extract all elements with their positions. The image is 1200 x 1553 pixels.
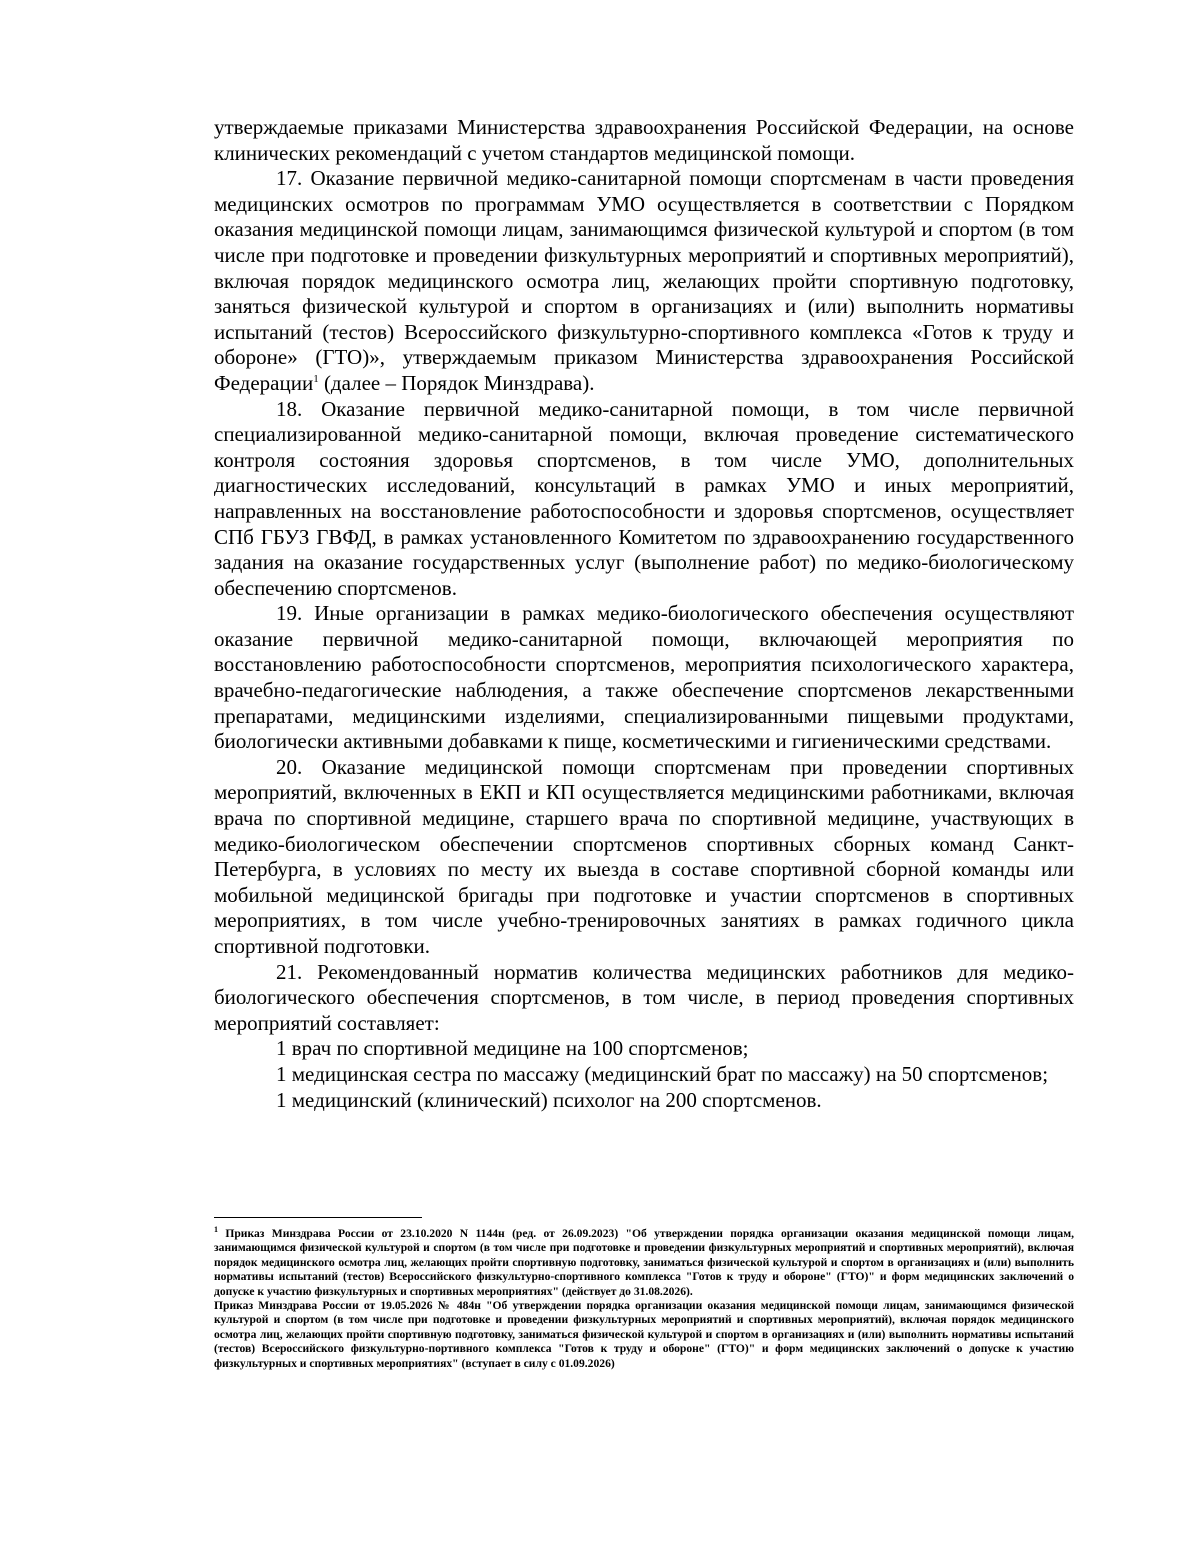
paragraph-19: 19. Иные организации в рамках медико-биологического обеспечения осуществляют оказание первичной медико-санитарной помощи, включающей мероприятия по восстановлению работоспособности спортсменов, мероприятия психологического характера, врачебно-педагогические наблюдения, а также обеспечение спортсменов лекарственными препаратами, медицинскими изделиями, специализированными пищевыми продуктами, биологически активными добавками к пище, косметическими и гигиеническими средствами. [214, 601, 1074, 754]
footnote-separator [214, 1217, 422, 1218]
paragraph-18: 18. Оказание первичной медико-санитарной помощи, в том числе первичной специализированной медико-санитарной помощи, включая проведение систематического контроля состояния здоровья спортсменов, в том числе УМО, дополнительных диагностических исследований, консультаций в рамках УМО и иных мероприятий, направленных на восстановление работоспособности и здоровья спортсменов, осуществляет СПб ГБУЗ ГВФД, в рамках установленного Комитетом по здравоохранению государственного задания на оказание государственных услуг (выполнение работ) по медико-биологическому обеспечению спортсменов. [214, 396, 1074, 600]
staffing-norm-item: 1 медицинский (клинический) психолог на 200 спортсменов. [276, 1087, 822, 1112]
paragraph-17: 17. Оказание первичной медико-санитарной помощи спортсменам в части проведения медицинских осмотров по программам УМО осуществляется в соответствии с Порядком оказания медицинской помощи лицам, занимающимся физической культурой и спортом (в том числе при подготовке и проведении физкультурных мероприятий и спортивных мероприятий), включая порядок медицинского осмотра лиц, желающих пройти спортивную подготовку, заняться физической культурой и спортом в организациях и (или) выполнить нормативы испытаний (тестов) Всероссийского физкультурно-спортивного комплекса «Готов к труду и обороне» (ГТО)», утверждаемым приказом Министерства здравоохранения Российской Федерации$^1$ (далее – Порядок Минздрава). [214, 166, 1074, 395]
staffing-norm-item: 1 врач по спортивной медицине на 100 спортсменов; [276, 1036, 749, 1061]
paragraph-21: 21. Рекомендованный норматив количества медицинских работников для медико-биологического обеспечения спортсменов, в том числе, в период проведения спортивных мероприятий составляет: [214, 959, 1074, 1035]
paragraph-20: 20. Оказание медицинской помощи спортсменам при проведении спортивных мероприятий, включенных в ЕКП и КП осуществляется медицинскими работниками, включая врача по спортивной медицине, старшего врача по спортивной медицине, участвующих в медико-биологическом обеспечении спортсменов спортивных сборных команд Санкт-Петербурга, в условиях по месту их выезда в составе спортивной сборной команды или мобильной медицинской бригады при подготовке и участии спортсменов в спортивных мероприятиях, в том числе учебно-тренировочных занятиях в рамках годичного цикла спортивной подготовки. [214, 754, 1074, 958]
footnote-1-continued: Приказ Минздрава России от 19.05.2026 № 484н "Об утверждении порядка организации оказания медицинской помощи лицам, занимающимся физической культурой и спортом (в том числе при подготовке и проведении физкультурных мероприятий и спортивных мероприятий), включая порядок медицинского осмотра лиц, желающих пройти спортивную подготовку, заниматься физической культурой и спортом в организациях и (или) выполнить нормативы испытаний (тестов) Всероссийского физкультурно-портивного комплекса "Готов к труду и обороне" (ГТО)" и форм медицинских заключений о допуске к участию физкультурных и спортивных мероприятиях" (вступает в силу с 01.09.2026) [214, 1299, 1074, 1370]
footnote-1: $^1$ Приказ Минздрава России от 23.10.2020 N 1144н (ред. от 26.09.2023) "Об утверждении порядка организации оказания медицинской помощи лицам, занимающимся физической культурой и спортом (в том числе при подготовке и проведении физкультурных мероприятий и спортивных мероприятий), включая порядок медицинского осмотра лиц, желающих пройти спортивную подготовку, заниматься физической культурой и спортом в организациях и (или) выполнить нормативы испытаний (тестов) Всероссийского физкультурно-спортивного комплекса "Готов к труду и обороне" (ГТО)" и форм медицинских заключений о допуске к участию физкультурных и спортивных мероприятиях" (действует до 31.08.2026). [214, 1225, 1074, 1298]
paragraph-continuation: утверждаемые приказами Министерства здравоохранения Российской Федерации, на основе клинических рекомендаций с учетом стандартов медицинской помощи. [214, 115, 1074, 165]
footnote-reference[interactable]: 1 [313, 372, 319, 385]
body-text [214, 115, 1074, 1113]
staffing-norm-item: 1 медицинская сестра по массажу (медицинский брат по массажу) на 50 спортсменов; [276, 1061, 1049, 1086]
footnote-marker: 1 [214, 1225, 218, 1235]
footnotes [214, 1227, 1074, 1371]
